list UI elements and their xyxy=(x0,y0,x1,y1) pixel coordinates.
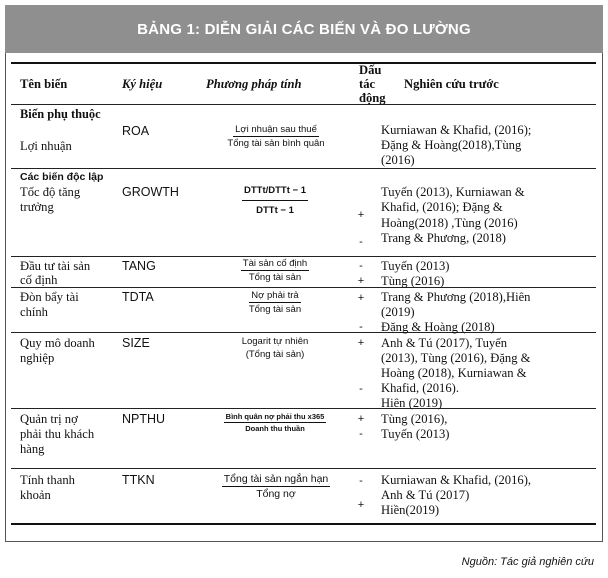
formula-line2: (Tổng tài sản) xyxy=(245,349,305,360)
group-dependent: Biến phụ thuộc xyxy=(20,107,101,121)
formula-tang xyxy=(220,258,330,283)
ref-line: Tuyến (2013) xyxy=(381,259,450,273)
bottom-rule xyxy=(11,523,596,525)
sign-positive: + xyxy=(357,499,365,511)
var-name: chính xyxy=(20,305,48,319)
var-name: Lợi nhuận xyxy=(20,139,72,153)
ref-line: Khafid, (2016); Đặng & xyxy=(381,200,503,214)
top-rule xyxy=(11,62,596,64)
var-symbol: TANG xyxy=(122,259,156,273)
ref-line: Tuyến (2013) xyxy=(381,427,450,441)
var-name: Đầu tư tài sản xyxy=(20,259,91,273)
formula-denominator: Tổng tài sản bình quân xyxy=(227,138,325,149)
ref-line: Anh & Tú (2017), Tuyến xyxy=(381,336,508,350)
sign-negative: - xyxy=(359,428,363,440)
formula-size xyxy=(220,336,330,360)
sign-negative: - xyxy=(359,236,363,248)
var-symbol: ROA xyxy=(122,124,150,138)
header-dau-line1: Dấu xyxy=(359,63,382,77)
ref-line: Tùng (2016), xyxy=(381,412,448,426)
var-name: trưởng xyxy=(20,200,54,214)
formula-ttkn xyxy=(210,473,342,500)
formula-denominator: Tổng tài sản xyxy=(248,272,302,283)
header-rule xyxy=(11,104,596,105)
var-name: Tốc độ tăng xyxy=(20,185,81,199)
header-phuong-phap: Phương pháp tính xyxy=(206,77,302,91)
formula-numerator: Bình quân nợ phải thu x365 xyxy=(225,412,325,421)
var-name: khoản xyxy=(20,488,51,502)
var-name: nghiệp xyxy=(20,351,55,365)
ref-line: Tuyến (2013), Kurniawan & xyxy=(381,185,525,199)
formula-numerator: DTTt/DTTt − 1 xyxy=(242,185,308,201)
formula-denominator: Tổng tài sản xyxy=(248,304,302,315)
row-divider xyxy=(11,168,596,169)
sign-positive: + xyxy=(357,292,365,304)
table-title: BẢNG 1: DIỄN GIẢI CÁC BIẾN VÀ ĐO LƯỜNG xyxy=(137,20,471,38)
formula-denominator: DTTt − 1 xyxy=(256,205,294,216)
var-name: phải thu khách xyxy=(20,427,95,441)
var-name: cố định xyxy=(20,273,58,287)
ref-line: (2016) xyxy=(381,153,415,167)
sign-positive: + xyxy=(357,413,365,425)
source-note: Nguồn: Tác giả nghiên cứu xyxy=(461,556,594,568)
var-symbol: NPTHU xyxy=(122,412,166,426)
var-name: Đòn bẩy tài xyxy=(20,290,79,304)
sign-positive: + xyxy=(357,209,365,221)
header-ten-bien: Tên biến xyxy=(20,77,68,91)
formula-growth xyxy=(220,185,330,216)
ref-line: Anh & Tú (2017) xyxy=(381,488,470,502)
var-name: Tính thanh xyxy=(20,473,75,487)
formula-numerator: Nợ phải trả xyxy=(251,290,299,301)
row-divider xyxy=(11,408,596,409)
row-divider xyxy=(11,256,596,257)
row-divider xyxy=(11,468,596,469)
formula-numerator: Tài sản cố định xyxy=(242,258,308,269)
sign-negative: - xyxy=(359,321,363,333)
sign-positive: + xyxy=(357,275,365,287)
var-symbol: TTKN xyxy=(122,473,155,487)
sign-positive: + xyxy=(357,337,365,349)
sign-negative: - xyxy=(359,260,363,272)
ref-line: Hiền(2019) xyxy=(381,503,440,517)
formula-numerator: Tổng tài sản ngắn hạn xyxy=(223,473,329,485)
formula-tdta xyxy=(220,290,330,315)
ref-line: Kurniawan & Khafid, (2016), xyxy=(381,473,532,487)
ref-line: Kurniawan & Khafid, (2016); xyxy=(381,123,532,137)
var-symbol: TDTA xyxy=(122,290,154,304)
sign-negative: - xyxy=(359,475,363,487)
formula-roa xyxy=(210,124,342,149)
ref-line: Đặng & Hoàng (2018) xyxy=(381,320,495,334)
var-name: Quản trị nợ xyxy=(20,412,78,426)
formula-npthu xyxy=(205,412,345,433)
table-title-banner xyxy=(5,5,603,53)
var-name: Quy mô doanh xyxy=(20,336,95,350)
ref-line: Đặng & Hoàng(2018),Tùng xyxy=(381,138,522,152)
formula-denominator: Tổng nợ xyxy=(256,488,296,500)
ref-line: Hoàng(2018) ,Tùng (2016) xyxy=(381,216,518,230)
ref-line: Khafid, (2016). xyxy=(381,381,459,395)
var-symbol: SIZE xyxy=(122,336,150,350)
ref-line: Tùng (2016) xyxy=(381,274,445,288)
header-ky-hieu: Ký hiệu xyxy=(122,77,163,91)
row-divider xyxy=(11,287,596,288)
header-nghien-cuu: Nghiên cứu trước xyxy=(404,77,499,91)
sign-negative: - xyxy=(359,383,363,395)
formula-denominator: Doanh thu thuần xyxy=(245,424,305,433)
ref-line: (2019) xyxy=(381,305,415,319)
header-dau-line2: tác xyxy=(359,77,376,91)
group-independent: Các biến độc lập xyxy=(20,171,104,183)
ref-line: (2013), Tùng (2016), Đặng & xyxy=(381,351,531,365)
formula-line1: Logarit tự nhiên xyxy=(241,336,309,347)
ref-line: Trang & Phương, (2018) xyxy=(381,231,506,245)
header-dau-line3: động xyxy=(359,91,386,105)
var-name: hàng xyxy=(20,442,45,456)
ref-line: Hiên (2019) xyxy=(381,396,443,410)
ref-line: Hoàng (2018), Kurniawan & xyxy=(381,366,527,380)
var-symbol: GROWTH xyxy=(122,185,179,199)
row-divider xyxy=(11,332,596,333)
formula-numerator: Lợi nhuận sau thuế xyxy=(235,124,317,135)
ref-line: Trang & Phương (2018),Hiên xyxy=(381,290,531,304)
